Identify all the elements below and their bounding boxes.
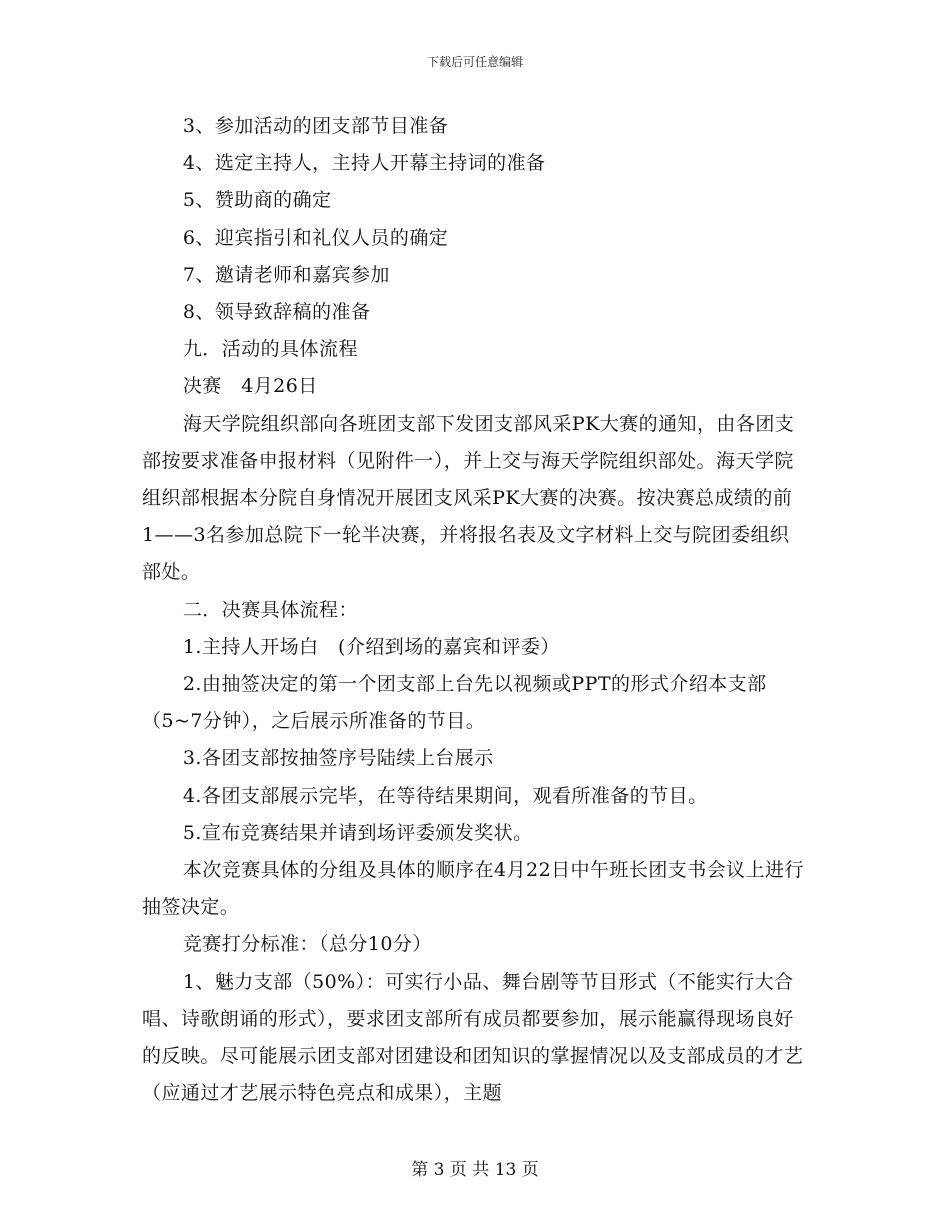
list-item: 6、迎宾指引和礼仪人员的确定	[182, 226, 449, 249]
list-item: 4、选定主持人，主持人开幕主持词的准备	[182, 152, 546, 175]
list-item: 5.宣布竞赛结果并请到场评委颁发奖状。	[182, 821, 533, 844]
list-item: 4.各团支部展示完毕，在等待结果期间，观看所准备的节目。	[182, 784, 708, 807]
body-paragraph: 海天学院组织部向各班团支部下发团支部风采PK大赛的通知，由各团支部按要求准备申报材料（见附件一），并上交与海天学院组织部处。海天学院组织部根据本分院自身情况开展团支风采PK大赛的决赛。按决赛总成绩的前1——3名参加总院下一轮半决赛，并将报名表及文字材料上交与院团委组织部处。	[142, 412, 795, 584]
section-heading: 二．决赛具体流程：	[182, 598, 358, 621]
page-number: 第 3 页 共 13 页	[411, 1160, 539, 1180]
list-item: 7、邀请老师和嘉宾参加	[182, 263, 390, 286]
list-item: 3.各团支部按抽签序号陆续上台展示	[182, 747, 494, 770]
list-item: 8、领导致辞稿的准备	[182, 301, 371, 324]
section-heading: 竞赛打分标准：（总分10分）	[182, 933, 432, 956]
list-item: 3、参加活动的团支部节目准备	[182, 115, 449, 137]
list-item: 1.主持人开场白 (介绍到场的嘉宾和评委）	[182, 635, 560, 658]
page-header: 下载后可任意编辑	[426, 55, 523, 69]
body-paragraph: 本次竞赛具体的分组及具体的顺序在4月22日中午班长团支书会议上进行抽签决定。	[142, 859, 804, 919]
final-date: 决赛 4月26日	[182, 375, 318, 398]
document-body	[142, 108, 804, 1112]
list-item: 5、赞助商的确定	[182, 189, 332, 212]
list-item: 2.由抽签决定的第一个团支部上台先以视频或PPT的形式介绍本支部（5~7分钟），之后展示所准备的节目。	[142, 673, 767, 733]
section-heading: 九．活动的具体流程	[182, 338, 358, 361]
body-paragraph: 1、魅力支部（50%）：可实行小品、舞台剧等节目形式（不能实行大合唱、诗歌朗诵的形式），要求团支部所有成员都要参加，展示能赢得现场良好的反映。尽可能展示团支部对团建设和团知识的掌握情况以及支部成员的才艺（应通过才艺展示特色亮点和成果），主题	[142, 970, 804, 1105]
